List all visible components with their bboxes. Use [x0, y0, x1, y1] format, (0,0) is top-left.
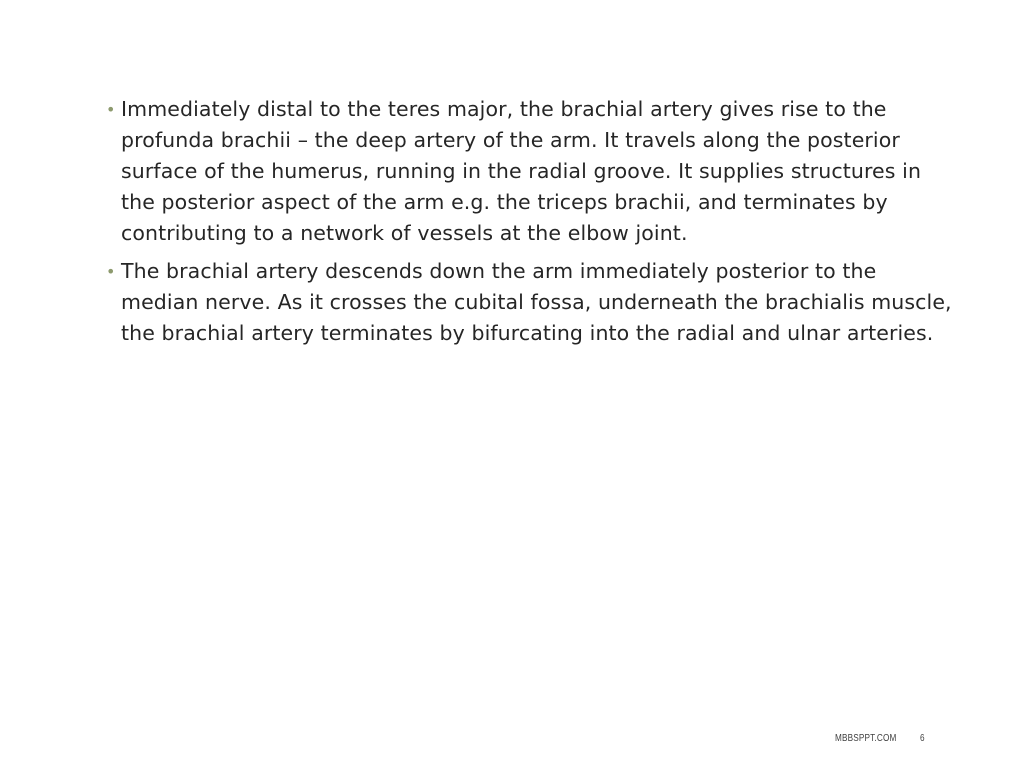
bullet-list [104, 94, 954, 349]
bullet-text: Immediately distal to the teres major, the brachial artery gives rise to the profunda brachii – the deep artery of the arm. It travels along the posterior surface of the humerus, running in the radial groove. It supplies structures in the posterior aspect of the arm e.g. the triceps brachii, and terminates by contributing to a network of vessels at the elbow joint. [121, 97, 922, 245]
bullet-icon: • [106, 100, 116, 119]
bullet-icon: • [106, 262, 116, 281]
slide-content [104, 94, 954, 356]
bullet-item [104, 94, 954, 249]
footer-site: MBBSPPT.COM [835, 733, 897, 744]
page-number: 6 [920, 733, 925, 744]
bullet-item [104, 256, 954, 349]
bullet-text: The brachial artery descends down the arm immediately posterior to the median nerve. As it crosses the cubital fossa, underneath the brachialis muscle, the brachial artery terminates by bifurcating into the radial and ulnar arteries. [121, 259, 952, 345]
